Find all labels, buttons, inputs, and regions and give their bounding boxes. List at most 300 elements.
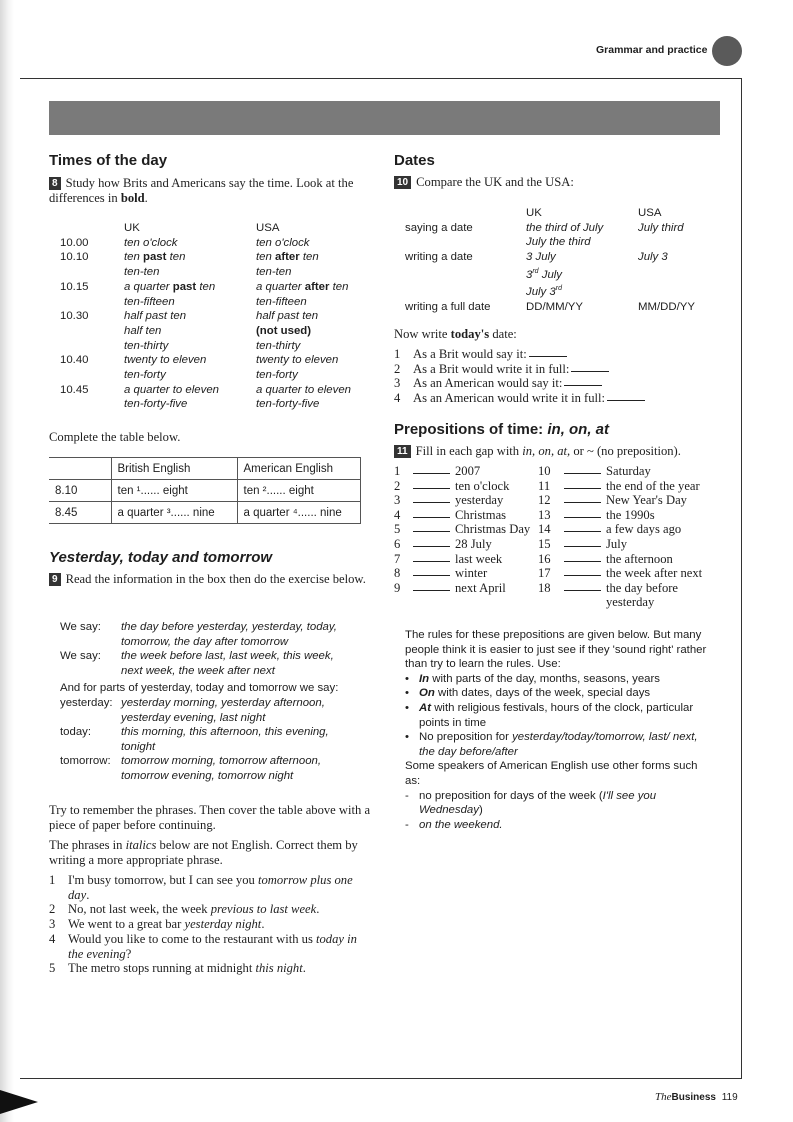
running-title: Grammar and practice bbox=[596, 44, 708, 56]
header-tab-circle bbox=[712, 36, 742, 66]
rule-text: with religious festivals, hours of the clock, particular points in time bbox=[419, 701, 694, 729]
item-text-b: ? bbox=[125, 946, 132, 961]
time-row bbox=[60, 250, 370, 265]
exercise-number: 11 bbox=[394, 445, 411, 458]
date-items bbox=[394, 347, 645, 406]
answer-gap[interactable] bbox=[413, 508, 450, 518]
cell-part: July bbox=[538, 268, 562, 281]
time-value: 10.15 bbox=[60, 280, 89, 293]
phrase-bold: after bbox=[275, 251, 300, 264]
item-number: 13 bbox=[538, 507, 551, 522]
item-number: 4 bbox=[394, 391, 401, 406]
answer-gap[interactable] bbox=[413, 537, 450, 547]
yesterday-heading: Yesterday, today and tomorrow bbox=[49, 549, 273, 566]
item-text: Christmas Day bbox=[455, 522, 531, 537]
item-number: 5 bbox=[394, 522, 401, 537]
dates-intro-text: Compare the UK and the USA: bbox=[416, 175, 574, 189]
item-text-italic[interactable]: yesterday night bbox=[184, 917, 262, 932]
box-text: tonight bbox=[121, 740, 156, 753]
box-text: next week, the week after next bbox=[121, 664, 275, 677]
rule-text: with parts of the day, months, seasons, years bbox=[429, 672, 661, 685]
time-row bbox=[60, 397, 370, 412]
rule-keyword: In bbox=[419, 672, 430, 685]
rule-text: with dates, days of the week, special days bbox=[434, 687, 651, 700]
item-number: 14 bbox=[538, 522, 551, 537]
exercise-item bbox=[49, 932, 371, 961]
row-time: 8.45 bbox=[49, 502, 111, 524]
phrase-part: a quarter bbox=[124, 280, 173, 293]
col-uk: UK bbox=[526, 207, 542, 219]
uk-phrase bbox=[124, 339, 256, 354]
item-number: 8 bbox=[394, 566, 401, 581]
phrases-text bbox=[49, 838, 371, 868]
answer-gap[interactable] bbox=[564, 464, 601, 474]
info-box bbox=[60, 620, 370, 784]
item-number: 17 bbox=[538, 566, 551, 581]
phrase-part: twenty to eleven bbox=[256, 354, 339, 367]
times-intro-bold: bold bbox=[120, 191, 145, 205]
try-text: Try to remember the phrases. Then cover the table above with a piece of paper before continuing. bbox=[49, 803, 371, 832]
answer-gap[interactable] bbox=[413, 522, 450, 532]
phrase-part: ten-forty bbox=[124, 369, 166, 382]
row-label: saying a date bbox=[405, 221, 473, 234]
time-row bbox=[60, 368, 370, 383]
item-text: the day before yesterday bbox=[606, 580, 679, 610]
item-text: As an American would write it in full: bbox=[413, 391, 606, 406]
footer bbox=[655, 1091, 738, 1103]
answer-gap[interactable] bbox=[413, 581, 450, 591]
times-intro-end: . bbox=[144, 191, 148, 205]
col-uk: UK bbox=[124, 222, 140, 234]
box-label: We say: bbox=[60, 650, 101, 663]
prep-item bbox=[394, 581, 530, 596]
phrase-part: ten-fifteen bbox=[124, 295, 175, 308]
phrases-b: below are not English. Correct them by writing a more appropriate phrase. bbox=[49, 838, 358, 867]
item-text: next April bbox=[455, 580, 506, 595]
prep-item bbox=[394, 464, 530, 479]
box-text: the day before yesterday, yesterday, today, bbox=[121, 621, 337, 633]
header-rule bbox=[20, 78, 742, 79]
usa-phrase bbox=[256, 280, 348, 295]
answer-gap[interactable] bbox=[564, 566, 601, 576]
gap-3[interactable]: a quarter ³...... nine bbox=[111, 502, 237, 524]
time-row bbox=[60, 383, 370, 398]
item-number: 2 bbox=[49, 902, 56, 917]
dates-intro bbox=[394, 175, 574, 190]
phrase-part: ten bbox=[332, 280, 349, 293]
now-text bbox=[394, 327, 517, 342]
item-text: Saturday bbox=[606, 464, 651, 478]
time-value: 10.00 bbox=[60, 236, 89, 249]
answer-gap[interactable] bbox=[564, 522, 601, 532]
cell: July 3 bbox=[638, 251, 668, 264]
answer-gap[interactable] bbox=[413, 493, 450, 503]
exercise-number: 10 bbox=[394, 176, 411, 189]
answer-gap[interactable] bbox=[564, 479, 601, 489]
col-usa: USA bbox=[256, 222, 280, 234]
phrase-part: ten-ten bbox=[124, 266, 160, 279]
answer-gap[interactable] bbox=[413, 479, 450, 489]
phrase-part: ten o'clock bbox=[124, 236, 178, 249]
phrase-part: ten bbox=[256, 251, 275, 264]
time-value bbox=[60, 324, 124, 339]
item-number: 1 bbox=[49, 873, 56, 887]
answer-gap[interactable] bbox=[564, 508, 601, 518]
complete-table bbox=[49, 457, 361, 524]
box-label: today: bbox=[60, 726, 92, 739]
date-item bbox=[394, 376, 645, 391]
answer-gap[interactable] bbox=[564, 493, 601, 503]
uk-phrase bbox=[124, 368, 256, 383]
answer-gap[interactable] bbox=[413, 566, 450, 576]
item-text bbox=[68, 961, 306, 976]
phrase-bold: past bbox=[172, 280, 197, 293]
usa-phrase bbox=[256, 236, 309, 251]
item-text: the 1990s bbox=[606, 507, 655, 522]
prep-intro-b: or ~ (no preposition). bbox=[570, 444, 681, 458]
answer-gap[interactable] bbox=[564, 537, 601, 547]
uk-phrase bbox=[124, 280, 256, 295]
answer-line[interactable] bbox=[607, 391, 645, 401]
item-text: As an American would say it: bbox=[413, 376, 563, 391]
item-number: 4 bbox=[394, 507, 401, 522]
uk-phrase bbox=[124, 295, 256, 310]
item-text: ten o'clock bbox=[455, 478, 510, 493]
time-row bbox=[60, 265, 370, 280]
now-b: date: bbox=[489, 327, 517, 341]
american-note: Some speakers of American English use other forms such as: bbox=[405, 760, 698, 787]
usa-phrase bbox=[256, 383, 351, 398]
phrase-part: half past ten bbox=[256, 310, 319, 323]
item-text-b: . bbox=[302, 961, 306, 976]
phrase-part: twenty to eleven bbox=[124, 354, 207, 367]
cell bbox=[526, 265, 562, 283]
time-row bbox=[60, 309, 370, 324]
item-text: the end of the year bbox=[606, 478, 700, 493]
now-a: Now write bbox=[394, 327, 451, 341]
item-text: As a Brit would write it in full: bbox=[413, 361, 570, 376]
usa-phrase bbox=[256, 265, 291, 280]
exercise-item bbox=[49, 902, 371, 917]
item-number: 3 bbox=[394, 493, 401, 508]
item-number: 2 bbox=[394, 478, 401, 493]
prep-item bbox=[394, 552, 530, 567]
exercise-item bbox=[49, 917, 371, 932]
phrase-part: ten-thirty bbox=[256, 339, 301, 352]
time-value bbox=[60, 368, 124, 383]
yesterday-intro bbox=[49, 572, 369, 587]
exercise-item bbox=[49, 873, 371, 902]
prep-item bbox=[394, 537, 530, 552]
item-text-b: . bbox=[316, 902, 320, 917]
box-text: yesterday evening, last night bbox=[121, 711, 266, 724]
item-number: 3 bbox=[394, 376, 401, 391]
prep-item bbox=[394, 522, 530, 537]
rule-text-it: yesterday/today/tomorrow, last/ next, the day before/after bbox=[419, 731, 698, 758]
cell: DD/MM/YY bbox=[526, 300, 583, 313]
item-text: July bbox=[606, 536, 627, 551]
prep-intro bbox=[394, 444, 681, 459]
box-text: the week before last, last week, this week, bbox=[121, 650, 334, 663]
item-number: 1 bbox=[394, 347, 401, 361]
date-item bbox=[394, 362, 645, 377]
cell: 3 July bbox=[526, 251, 556, 264]
item-text-b: . bbox=[86, 887, 90, 902]
cell bbox=[526, 282, 562, 300]
item-number: 11 bbox=[538, 478, 551, 493]
time-row bbox=[60, 280, 370, 295]
box-text: tomorrow, the day after tomorrow bbox=[121, 635, 289, 648]
american-text: no preposition for days of the week ( bbox=[419, 789, 603, 802]
usa-phrase bbox=[256, 295, 307, 310]
page-number: 119 bbox=[721, 1092, 738, 1103]
footer-corner bbox=[0, 1090, 38, 1114]
date-item bbox=[394, 391, 645, 406]
dates-heading: Dates bbox=[394, 152, 435, 169]
prep-item bbox=[538, 537, 714, 552]
row-time: 8.10 bbox=[49, 480, 111, 502]
answer-line[interactable] bbox=[529, 347, 567, 357]
phrase-part: half past ten bbox=[124, 310, 187, 323]
item-text-italic[interactable]: today in the evening bbox=[68, 931, 357, 961]
item-text: the afternoon bbox=[606, 551, 673, 566]
rules-box: The rules for these prepositions are given below. But many people think it is easier to just see if they 'sound right' rather than try to learn the rules. Use: • In with parts of the day, months, seasons, years • On with dates, days of the week, special days • At with religious festivals, hours of the clock, particular points in time • No preposition for yesterday/today/tomorrow, last/ next, the day before/after Some speakers of American English use other forms such as: - no preposition for days of the week (I'll see you Wednesday) - on the weekend. bbox=[405, 628, 715, 832]
answer-line[interactable] bbox=[564, 376, 602, 386]
grey-banner bbox=[49, 101, 720, 135]
item-number: 18 bbox=[538, 580, 551, 595]
prep-intro-it: in, on, at, bbox=[522, 444, 571, 458]
phrase-bold: past bbox=[143, 251, 167, 264]
row-label: writing a date bbox=[405, 251, 473, 264]
phrase-part: ten-forty bbox=[256, 369, 298, 382]
usa-phrase bbox=[256, 339, 300, 354]
date-item bbox=[394, 347, 645, 362]
item-text bbox=[68, 873, 371, 902]
prep-item bbox=[394, 493, 530, 508]
prep-item bbox=[538, 508, 714, 523]
now-bold: today's bbox=[450, 327, 490, 341]
item-number: 2 bbox=[394, 361, 401, 376]
phrase-part: ten bbox=[302, 251, 319, 264]
answer-gap[interactable] bbox=[413, 552, 450, 562]
uk-phrase bbox=[124, 397, 256, 412]
uk-phrase bbox=[124, 383, 256, 398]
american-text-it: on the weekend. bbox=[419, 818, 503, 831]
prep-item bbox=[538, 566, 714, 581]
gap-4[interactable]: a quarter ⁴...... nine bbox=[237, 502, 361, 524]
col-usa: USA bbox=[638, 207, 662, 219]
prep-item bbox=[538, 522, 714, 537]
prep-item bbox=[538, 581, 714, 610]
exercise-number: 8 bbox=[49, 177, 61, 190]
uk-phrase bbox=[124, 236, 256, 251]
item-text-a: No, not last week, the week bbox=[68, 902, 211, 917]
item-text: As a Brit would say it: bbox=[413, 347, 527, 361]
usa-phrase bbox=[256, 353, 338, 368]
prep-item bbox=[538, 552, 714, 567]
usa-phrase bbox=[256, 309, 318, 324]
phrase-bold: (not used) bbox=[256, 324, 312, 337]
phrase-part: ten bbox=[124, 251, 143, 264]
cell: MM/DD/YY bbox=[638, 300, 695, 313]
item-text-a: Would you like to come to the restaurant with us bbox=[68, 931, 317, 946]
exercise-number: 9 bbox=[49, 573, 61, 586]
item-number: 12 bbox=[538, 493, 551, 508]
item-text-italic[interactable]: this night bbox=[255, 961, 303, 976]
phrase-part: half ten bbox=[124, 324, 162, 337]
usa-phrase bbox=[256, 397, 319, 412]
yesterday-intro-text: Read the information in the box then do the exercise below. bbox=[65, 572, 366, 586]
uk-phrase bbox=[124, 324, 256, 339]
usa-phrase bbox=[256, 368, 298, 383]
item-text: last week bbox=[455, 551, 503, 566]
time-row bbox=[60, 339, 370, 354]
time-value: 10.40 bbox=[60, 354, 89, 367]
gap-2[interactable]: ten ²...... eight bbox=[237, 480, 361, 502]
item-text: Christmas bbox=[455, 507, 507, 522]
cell: July the third bbox=[526, 236, 591, 249]
col-american: American English bbox=[237, 458, 361, 480]
item-text-italic[interactable]: previous to last week bbox=[210, 902, 317, 917]
box-parts-intro: And for parts of yesterday, today and tomorrow we say: bbox=[60, 682, 339, 695]
phrase-part: a quarter bbox=[256, 280, 305, 293]
item-text: 28 July bbox=[455, 536, 492, 551]
col-british: British English bbox=[111, 458, 237, 480]
item-text-a: I'm busy tomorrow, but I can see you bbox=[68, 873, 258, 887]
item-number: 4 bbox=[49, 931, 56, 946]
box-text: tomorrow evening, tomorrow night bbox=[121, 769, 294, 782]
exercise-item bbox=[49, 961, 371, 976]
item-text-italic[interactable]: tomorrow plus one day bbox=[68, 873, 353, 902]
header-rule-vertical bbox=[741, 78, 742, 1078]
phrase-part: ten-forty-five bbox=[124, 398, 188, 411]
cell-part: 3 bbox=[526, 268, 533, 281]
prep-item bbox=[394, 566, 530, 581]
time-value bbox=[60, 397, 124, 412]
item-text bbox=[68, 917, 264, 932]
time-value: 10.10 bbox=[60, 251, 89, 264]
time-row bbox=[60, 324, 370, 339]
time-value bbox=[60, 339, 124, 354]
usa-phrase bbox=[256, 324, 311, 339]
times-intro bbox=[49, 176, 369, 206]
item-number: 10 bbox=[538, 464, 551, 478]
phrase-part: a quarter to eleven bbox=[256, 383, 351, 396]
cell-sup: rd bbox=[532, 267, 539, 275]
box-label: We say: bbox=[60, 621, 101, 633]
uk-phrase bbox=[124, 250, 256, 265]
item-number: 16 bbox=[538, 551, 551, 566]
prep-item bbox=[538, 479, 714, 494]
time-value: 10.30 bbox=[60, 310, 89, 323]
prep-intro-a: Fill in each gap with bbox=[415, 444, 523, 458]
times-intro-text: Study how Brits and Americans say the time. Look at the differences in bbox=[49, 176, 354, 205]
item-text: a few days ago bbox=[606, 522, 682, 537]
footer-brand-business: Business bbox=[671, 1092, 716, 1103]
item-number: 9 bbox=[394, 580, 401, 595]
item-number: 1 bbox=[394, 464, 401, 478]
item-text-b: . bbox=[261, 917, 265, 932]
prep-item bbox=[394, 479, 530, 494]
american-text: ) bbox=[478, 804, 483, 817]
prep-right-column bbox=[538, 464, 714, 610]
phrase-part: ten bbox=[169, 251, 186, 264]
prep-left-column bbox=[394, 464, 530, 595]
phrase-part: ten-thirty bbox=[124, 339, 169, 352]
uk-phrase bbox=[124, 353, 256, 368]
time-value: 10.45 bbox=[60, 383, 89, 396]
time-row bbox=[60, 295, 370, 310]
phrase-part: ten-forty-five bbox=[256, 398, 320, 411]
yesterday-items bbox=[49, 873, 371, 976]
dates-table bbox=[405, 206, 725, 315]
uk-phrase bbox=[124, 309, 256, 324]
prep-item bbox=[538, 464, 714, 479]
time-row bbox=[60, 353, 370, 368]
row-label: writing a full date bbox=[405, 300, 491, 313]
box-text: yesterday morning, yesterday afternoon, bbox=[121, 696, 325, 709]
phrase-part: ten-fifteen bbox=[256, 295, 307, 308]
time-row bbox=[60, 236, 370, 251]
item-text bbox=[68, 902, 319, 917]
item-text: winter bbox=[455, 566, 488, 581]
footer-rule bbox=[20, 1078, 742, 1079]
box-label: tomorrow: bbox=[60, 755, 111, 768]
rule-text: No preposition for bbox=[419, 731, 513, 744]
phrase-part: a quarter to eleven bbox=[124, 383, 219, 396]
american-text-it: I'll see you Wednesday bbox=[419, 789, 657, 817]
footer-brand-the: The bbox=[655, 1091, 672, 1103]
usa-phrase bbox=[256, 250, 319, 265]
phrases-it: italics bbox=[125, 838, 157, 852]
item-number: 7 bbox=[394, 551, 401, 566]
time-value bbox=[60, 265, 124, 280]
cell: the third of July bbox=[526, 221, 604, 234]
item-text: the week after next bbox=[606, 566, 703, 581]
prep-heading-it: in, on, at bbox=[547, 421, 610, 438]
time-value bbox=[60, 295, 124, 310]
item-text: yesterday bbox=[455, 493, 504, 508]
item-number: 5 bbox=[49, 961, 56, 976]
cell-sup: rd bbox=[555, 285, 562, 293]
item-text bbox=[68, 932, 371, 961]
gap-1[interactable]: ten ¹...... eight bbox=[111, 480, 237, 502]
item-number: 15 bbox=[538, 536, 551, 551]
item-text: New Year's Day bbox=[606, 493, 687, 508]
prep-heading-a: Prepositions of time: bbox=[394, 421, 548, 438]
cell-part: July 3 bbox=[526, 286, 556, 299]
answer-gap[interactable] bbox=[413, 464, 450, 474]
prep-item bbox=[394, 508, 530, 523]
phrase-bold: after bbox=[304, 280, 330, 293]
item-number: 3 bbox=[49, 917, 56, 932]
complete-text: Complete the table below. bbox=[49, 430, 181, 444]
phrase-part: ten bbox=[199, 280, 216, 293]
rule-keyword: At bbox=[419, 701, 432, 714]
phrases-a: The phrases in bbox=[49, 838, 126, 852]
phrase-part: ten-ten bbox=[256, 266, 292, 279]
scan-shadow bbox=[0, 0, 14, 1122]
item-text-a: The metro stops running at midnight bbox=[68, 961, 256, 976]
rule-keyword: On bbox=[419, 687, 435, 700]
header-empty bbox=[49, 458, 111, 480]
item-number: 6 bbox=[394, 536, 401, 551]
prep-item bbox=[538, 493, 714, 508]
rules-intro: The rules for these prepositions are given below. But many people think it is easier to just see if they 'sound right' rather than try to learn the rules. Use: bbox=[405, 629, 707, 671]
answer-gap[interactable] bbox=[564, 552, 601, 562]
answer-gap[interactable] bbox=[564, 581, 601, 591]
answer-line[interactable] bbox=[571, 362, 609, 372]
